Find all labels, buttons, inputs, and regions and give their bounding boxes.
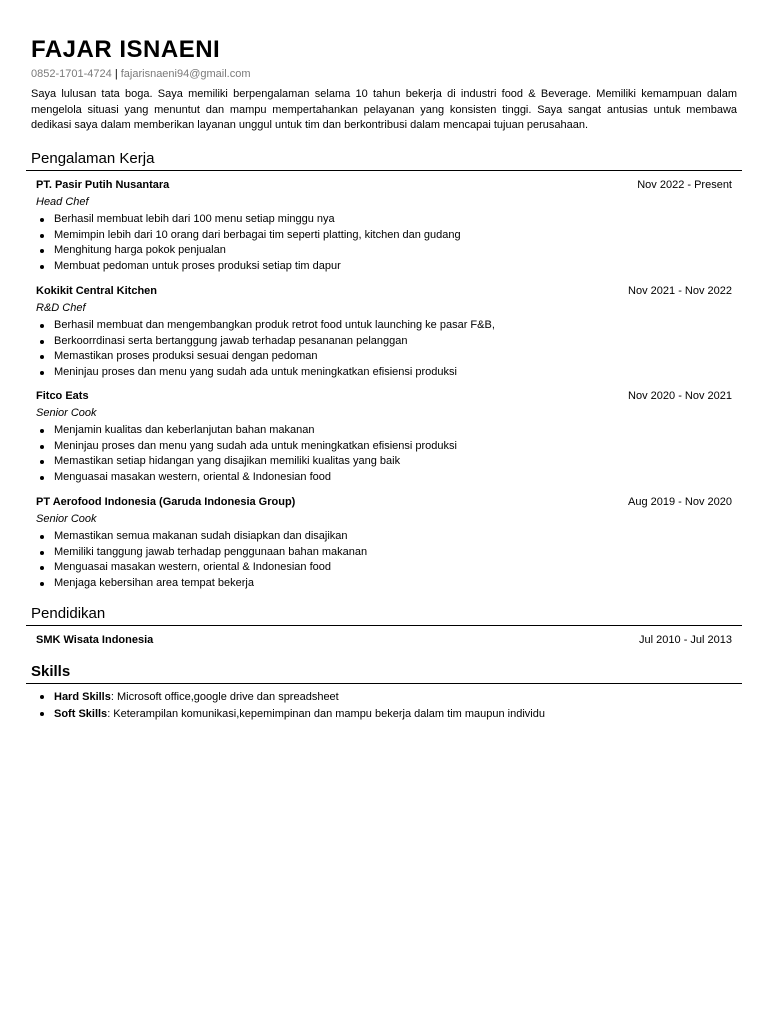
bullet-icon (40, 355, 44, 359)
bullet-icon (40, 695, 44, 699)
education-entry (36, 633, 732, 649)
skill-label: Soft Skills (54, 708, 108, 720)
skill-label: Hard Skills (54, 691, 111, 703)
bullet-icon (40, 582, 44, 586)
duty-text: Menguasai masakan western, oriental & Indonesian food (54, 561, 332, 573)
job-dates: Nov 2021 - Nov 2022 (628, 285, 732, 297)
job-role: Senior Cook (36, 407, 97, 419)
job-dates: Nov 2020 - Nov 2021 (628, 390, 732, 402)
list-item (36, 243, 732, 259)
duty-text: Memiliki tanggung jawab terhadap penggunaan bahan makanan (54, 545, 368, 558)
section-divider (26, 170, 742, 171)
list-item (36, 212, 732, 228)
contact-line (31, 67, 251, 81)
list-item (36, 576, 732, 592)
duty-text: Memimpin lebih dari 10 orang dari berbagai tim seperti platting, kitchen dan gudang (54, 228, 461, 241)
bullet-icon (40, 371, 44, 375)
list-item (36, 439, 732, 455)
job-entry (36, 495, 732, 591)
job-company: PT Aerofood Indonesia (Garuda Indonesia Group) (36, 496, 296, 508)
job-company: PT. Pasir Putih Nusantara (36, 179, 170, 191)
duty-text: Menguasai masakan western, oriental & Indonesian food (54, 470, 332, 483)
list-item (36, 318, 732, 334)
section-title-skills: Skills (31, 663, 71, 680)
duty-text: Memastikan setiap hidangan yang disajikan memiliki kualitas yang baik (54, 455, 401, 467)
skill-text: : Keterampilan komunikasi,kepemimpinan dan mampu bekerja dalam tim maupun individu (107, 708, 545, 720)
bullet-icon (40, 265, 44, 269)
list-item (36, 228, 732, 244)
duty-text: Menghitung harga pokok penjualan (54, 244, 226, 256)
job-entry (36, 389, 732, 485)
skill-text: : Microsoft office,google drive dan spreadsheet (110, 691, 339, 703)
phone-number: 0852-1701-4724 (31, 68, 112, 80)
email-address: fajarisnaeni94@gmail.com (120, 68, 251, 80)
duty-text: Meninjau proses dan menu yang sudah ada untuk meningkatkan efisiensi produksi (54, 365, 457, 378)
duty-text: Berhasil membuat lebih dari 100 menu setiap minggu nya (54, 213, 335, 225)
duty-text: Memastikan semua makanan sudah disiapkan dan disajikan (54, 530, 348, 542)
job-role: Senior Cook (36, 513, 97, 525)
candidate-name: FAJAR ISNAENI (31, 36, 221, 63)
bullet-icon (40, 476, 44, 480)
job-role: Head Chef (36, 196, 89, 208)
professional-summary: Saya lulusan tata boga. Saya memiliki berpengalaman selama 10 tahun bekerja di industri food & Beverage. Memiliki kemampuan dalam mengelola situasi yang menuntut dan mampu mempertahankan pelayanan yang konsisten tinggi. Saya sangat antusias untuk membawa dedikasi saya dalam memberikan layanan unggul untuk tim dan berkontribusi dalam mencapai tujuan perusahaan. (31, 88, 737, 131)
bullet-icon (40, 324, 44, 328)
section-title-experience: Pengalaman Kerja (31, 150, 155, 167)
duty-text: Berkoorrdinasi serta bertanggung jawab terhadap pesananan pelanggan (54, 334, 408, 347)
job-duties-list (36, 212, 732, 274)
job-entry (36, 178, 732, 274)
list-item (36, 545, 732, 561)
duty-text: Berhasil membuat dan mengembangkan produk retrot food untuk launching ke pasar F&B, (54, 319, 495, 331)
job-duties-list (36, 318, 732, 380)
list-item (36, 259, 732, 275)
list-item (36, 560, 732, 576)
list-item (36, 689, 736, 706)
bullet-icon (40, 551, 44, 555)
job-dates: Aug 2019 - Nov 2020 (628, 496, 732, 508)
list-item (36, 529, 732, 545)
list-item (36, 349, 732, 365)
section-divider (26, 683, 742, 684)
bullet-icon (40, 429, 44, 433)
duty-text: Meninjau proses dan menu yang sudah ada untuk meningkatkan efisiensi produksi (54, 439, 457, 452)
contact-separator: | (114, 68, 118, 80)
job-role: R&D Chef (36, 302, 86, 314)
list-item (36, 454, 732, 470)
list-item (36, 706, 736, 723)
job-company: Kokikit Central Kitchen (36, 285, 158, 297)
bullet-icon (40, 340, 44, 344)
bullet-icon (40, 249, 44, 253)
bullet-icon (40, 535, 44, 539)
job-dates: Nov 2022 - Present (637, 179, 732, 191)
bullet-icon (40, 712, 44, 716)
section-title-education: Pendidikan (31, 605, 106, 622)
job-entry (36, 284, 732, 380)
duty-text: Menjamin kualitas dan keberlanjutan bahan makanan (54, 424, 315, 436)
job-company: Fitco Eats (36, 390, 89, 402)
list-item (36, 365, 732, 381)
duty-text: Memastikan proses produksi sesuai dengan pedoman (54, 350, 318, 362)
bullet-icon (40, 460, 44, 464)
skills-list (36, 689, 736, 723)
duty-text: Menjaga kebersihan area tempat bekerja (54, 576, 254, 589)
bullet-icon (40, 218, 44, 222)
job-duties-list (36, 423, 732, 485)
duty-text: Membuat pedoman untuk proses produksi setiap tim dapur (54, 259, 341, 272)
list-item (36, 423, 732, 439)
bullet-icon (40, 234, 44, 238)
list-item (36, 470, 732, 486)
school-name: SMK Wisata Indonesia (36, 634, 154, 646)
job-duties-list (36, 529, 732, 591)
bullet-icon (40, 445, 44, 449)
section-divider (26, 625, 742, 626)
education-dates: Jul 2010 - Jul 2013 (639, 634, 732, 646)
bullet-icon (40, 566, 44, 570)
list-item (36, 334, 732, 350)
